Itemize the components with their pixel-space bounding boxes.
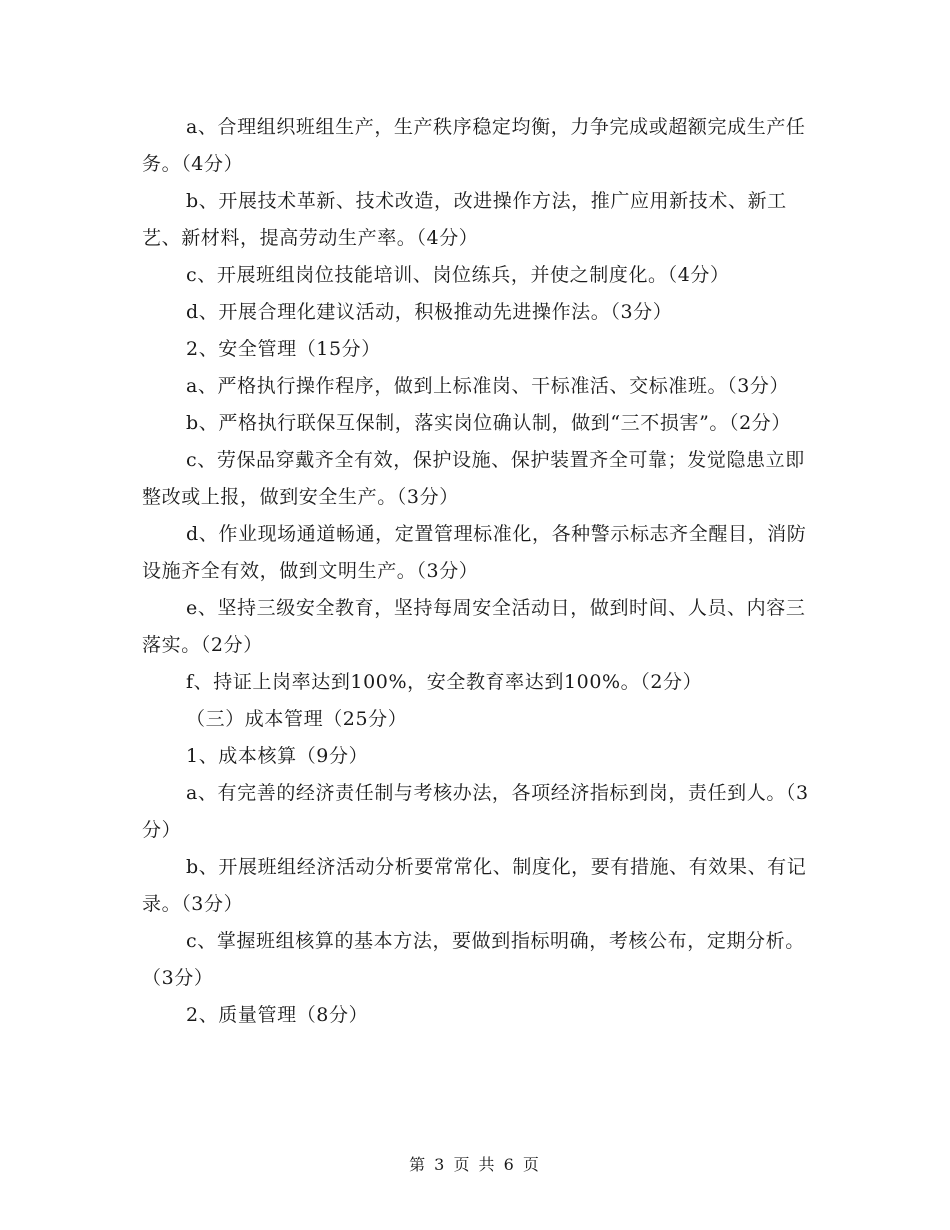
paragraph-b-technology: b、开展技术革新、技术改造，改进操作方法，推广应用新技术、新工艺、新材料，提高劳动生产率。（4分） bbox=[142, 190, 787, 249]
paragraph-a-procedure: a、严格执行操作程序，做到上标准岗、干标准活、交标准班。（3分） bbox=[186, 375, 790, 397]
paragraph-c-accounting-method: c、掌握班组核算的基本方法，要做到指标明确，考核公布，定期分析。（3分） bbox=[142, 930, 805, 989]
page-number-footer: 第 3 页 共 6 页 bbox=[409, 1155, 541, 1174]
paragraph-c-protective-gear: c、劳保品穿戴齐全有效，保护设施、保护装置齐全可靠；发觉隐患立即整改或上报，做到安全生产。（3分） bbox=[142, 449, 805, 508]
heading-cost-accounting: 1、成本核算（9分） bbox=[186, 745, 369, 767]
paragraph-b-mutual-protection: b、严格执行联保互保制，落实岗位确认制，做到“三不损害”。（2分） bbox=[186, 412, 791, 434]
paragraph-a-production: a、合理组织班组生产，生产秩序稳定均衡，力争完成或超额完成生产任务。（4分） bbox=[142, 116, 806, 175]
heading-quality-management: 2、质量管理（8分） bbox=[186, 1004, 369, 1026]
heading-safety-management: 2、安全管理（15分） bbox=[186, 338, 381, 360]
paragraph-b-economic-analysis: b、开展班组经济活动分析要常常化、制度化，要有措施、有效果、有记录。（3分） bbox=[142, 856, 807, 915]
paragraph-d-worksite: d、作业现场通道畅通，定置管理标准化，各种警示标志齐全醒目，消防设施齐全有效，做到文明生产。（3分） bbox=[142, 523, 807, 582]
document-body bbox=[142, 109, 822, 1034]
heading-cost-management: （三）成本管理（25分） bbox=[186, 708, 408, 730]
paragraph-c-training: c、开展班组岗位技能培训、岗位练兵，并使之制度化。（4分） bbox=[186, 264, 730, 286]
paragraph-d-suggestions: d、开展合理化建议活动，积极推动先进操作法。（3分） bbox=[186, 301, 673, 323]
paragraph-e-education: e、坚持三级安全教育，坚持每周安全活动日，做到时间、人员、内容三落实。（2分） bbox=[142, 597, 806, 656]
paragraph-a-responsibility: a、有完善的经济责任制与考核办法，各项经济指标到岗，责任到人。（3分） bbox=[142, 782, 809, 841]
paragraph-f-certification: f、持证上岗率达到100%，安全教育率达到100%。（2分） bbox=[186, 671, 703, 693]
